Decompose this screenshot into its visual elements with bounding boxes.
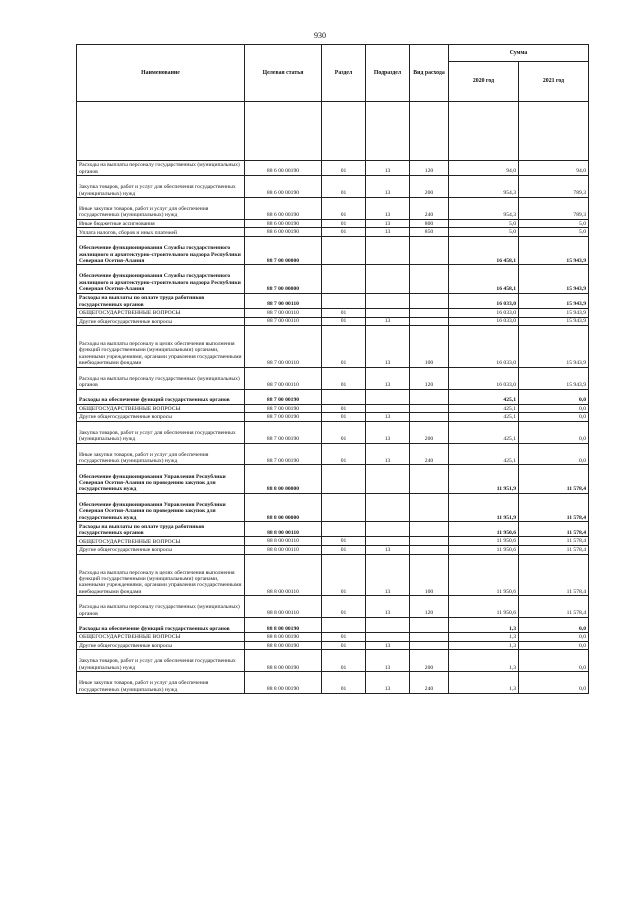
cell-sub: 13 [366,228,410,237]
cell-section: 01 [322,413,366,422]
cell-v2021: 11 578,4 [519,465,589,493]
table-row [77,197,589,219]
cell-v2021: 5,0 [519,219,589,228]
cell-name: Обеспечение функционирования Службы государственного жилищного и архитектурно-строительного надзора Республики Северная Осетия-Алания [77,236,245,264]
cell-target: 88 8 00 00110 [245,537,322,546]
cell-v2020: 1,3 [449,633,519,642]
cell-type [410,493,449,521]
cell-v2021: 5,0 [519,228,589,237]
cell-target: 88 7 00 00190 [245,404,322,413]
cell-name: Закупка товаров, работ и услуг для обеспечения государственных (муниципальных) нужд [77,650,245,672]
cell-type [410,641,449,650]
cell-name: Закупка товаров, работ и услуг для обеспечения государственных (муниципальных) нужд [77,421,245,443]
cell-target: 88 7 00 00110 [245,326,322,368]
cell-name: Расходы на выплаты персоналу государственных (муниципальных) органов [77,596,245,618]
table-row [77,650,589,672]
cell-v2021: 0,0 [519,404,589,413]
cell-v2020: 16 033,0 [449,326,519,368]
cell-v2021: 11 578,4 [519,554,589,596]
cell-v2020: 11 951,9 [449,493,519,521]
cell-sub: 13 [366,546,410,555]
cell-type [410,465,449,493]
cell-name: Расходы на выплаты по оплате труда работников государственных органов [77,293,245,308]
cell-section: 01 [322,197,366,219]
cell-sub: 13 [366,650,410,672]
cell-v2021: 94,0 [519,161,589,176]
cell-v2020: 11 950,6 [449,596,519,618]
cell-type: 850 [410,228,449,237]
cell-section: 01 [322,421,366,443]
table-row [77,265,589,293]
cell-target: 88 7 00 00110 [245,317,322,326]
cell-type: 200 [410,650,449,672]
cell-v2021: 789,3 [519,197,589,219]
cell-sub: 13 [366,176,410,198]
cell-type [410,522,449,537]
table-row [77,317,589,326]
cell-v2021: 15 943,9 [519,308,589,317]
cell-sub: 13 [366,326,410,368]
cell-type [410,537,449,546]
cell-target: 88 7 00 00000 [245,236,322,264]
cell-section: 01 [322,161,366,176]
cell-name: Расходы на выплаты персоналу государственных (муниципальных) органов [77,367,245,389]
cell-name: Расходы на выплаты по оплате труда работников государственных органов [77,522,245,537]
cell-v2021: 11 578,4 [519,493,589,521]
cell-v2020: 5,0 [449,228,519,237]
cell-sub [366,404,410,413]
cell-section: 01 [322,176,366,198]
cell-target: 88 7 00 00000 [245,265,322,293]
cell-type: 200 [410,421,449,443]
cell-section: 01 [322,404,366,413]
header-subsection: Подраздел [366,45,410,102]
cell-type: 200 [410,176,449,198]
cell-target: 88 6 00 00190 [245,176,322,198]
table-row [77,389,589,404]
cell-v2020: 16 033,0 [449,293,519,308]
cell-v2021: 15 943,9 [519,265,589,293]
cell-v2021: 0,0 [519,389,589,404]
cell-v2020: 425,1 [449,421,519,443]
cell-target: 88 7 00 00190 [245,421,322,443]
cell-section: 01 [322,641,366,650]
cell-section [322,389,366,404]
table-row [77,404,589,413]
cell-type [410,293,449,308]
cell-v2021: 11 578,4 [519,522,589,537]
cell-type [410,389,449,404]
table-body [77,161,589,694]
cell-type: 240 [410,672,449,694]
cell-sub: 13 [366,317,410,326]
cell-sub [366,236,410,264]
cell-type: 120 [410,367,449,389]
cell-v2020: 425,1 [449,389,519,404]
cell-v2020: 1,3 [449,650,519,672]
cell-section: 01 [322,554,366,596]
cell-v2021: 0,0 [519,618,589,633]
cell-target: 88 8 00 00190 [245,672,322,694]
cell-v2020: 11 950,6 [449,522,519,537]
cell-sub [366,522,410,537]
cell-target: 88 8 00 00000 [245,493,322,521]
cell-type: 240 [410,443,449,465]
cell-v2020: 425,1 [449,413,519,422]
cell-type: 100 [410,326,449,368]
cell-name: Обеспечение функционирования Управления Республики Северная Осетия-Алания по проведению закупок для государственных нужд [77,493,245,521]
cell-target: 88 8 00 00110 [245,546,322,555]
header-2020: 2020 год [449,62,519,102]
cell-sub [366,293,410,308]
cell-name: Расходы на обеспечение функций государственных органов [77,389,245,404]
table-row [77,367,589,389]
cell-v2020: 94,0 [449,161,519,176]
cell-name: Обеспечение функционирования Службы государственного жилищного и архитектурно-строительного надзора Республики Северная Осетия-Алания [77,265,245,293]
cell-v2020: 16 033,0 [449,367,519,389]
cell-sub: 13 [366,672,410,694]
cell-v2020: 425,1 [449,443,519,465]
cell-target: 88 7 00 00110 [245,293,322,308]
header-sum: Сумма [449,45,589,62]
cell-type [410,633,449,642]
cell-v2020: 954,3 [449,197,519,219]
cell-target: 88 7 00 00190 [245,443,322,465]
cell-type: 120 [410,596,449,618]
cell-type [410,546,449,555]
cell-sub [366,537,410,546]
cell-section: 01 [322,326,366,368]
table-row [77,293,589,308]
budget-table [76,44,589,694]
cell-type [410,236,449,264]
cell-name: Иные закупки товаров, работ и услуг для обеспечения государственных (муниципальных) нужд [77,197,245,219]
table-row [77,176,589,198]
cell-v2021: 0,0 [519,413,589,422]
cell-section: 01 [322,650,366,672]
cell-target: 88 8 00 00190 [245,633,322,642]
cell-type: 800 [410,219,449,228]
table-row [77,413,589,422]
header-2021: 2021 год [519,62,589,102]
cell-v2021: 0,0 [519,641,589,650]
cell-v2021: 0,0 [519,672,589,694]
cell-v2021: 15 943,9 [519,317,589,326]
cell-v2020: 16 458,1 [449,236,519,264]
cell-section: 01 [322,219,366,228]
cell-v2020: 11 950,6 [449,537,519,546]
header-target: Целевая статья [245,45,322,102]
cell-target: 88 6 00 00190 [245,197,322,219]
cell-name: Иные закупки товаров, работ и услуг для обеспечения государственных (муниципальных) нужд [77,443,245,465]
cell-section [322,236,366,264]
header-exp-type: Вид расхода [410,45,449,102]
cell-name: Расходы на обеспечение функций государственных органов [77,618,245,633]
cell-v2021: 0,0 [519,443,589,465]
table-row [77,672,589,694]
cell-v2020: 16 458,1 [449,265,519,293]
cell-name: Другие общегосударственные вопросы [77,317,245,326]
cell-sub: 13 [366,367,410,389]
cell-name: Расходы на выплаты персоналу в целях обеспечения выполнения функций государственными (муниципальными) органами, казенными учреждениями, органами управления государственными внебюджетными фондами [77,554,245,596]
cell-type [410,317,449,326]
table-row [77,537,589,546]
cell-target: 88 8 00 00110 [245,522,322,537]
cell-name: ОБЩЕГОСУДАРСТВЕННЫЕ ВОПРОСЫ [77,633,245,642]
cell-target: 88 8 00 00110 [245,554,322,596]
table-row [77,228,589,237]
cell-section: 01 [322,228,366,237]
cell-name: Другие общегосударственные вопросы [77,413,245,422]
cell-target: 88 6 00 00190 [245,219,322,228]
table-row [77,236,589,264]
cell-target: 88 7 00 00190 [245,413,322,422]
cell-v2021: 15 943,9 [519,367,589,389]
cell-v2021: 15 943,9 [519,293,589,308]
header-spacer-row [77,102,589,161]
cell-section: 01 [322,317,366,326]
table-row [77,641,589,650]
cell-sub [366,308,410,317]
cell-target: 88 8 00 00110 [245,596,322,618]
cell-type: 120 [410,161,449,176]
cell-sub: 13 [366,197,410,219]
table-row [77,465,589,493]
cell-v2020: 1,3 [449,641,519,650]
table-row [77,443,589,465]
cell-section [322,293,366,308]
cell-name: ОБЩЕГОСУДАРСТВЕННЫЕ ВОПРОСЫ [77,308,245,317]
cell-sub [366,465,410,493]
cell-section [322,493,366,521]
cell-sub: 13 [366,641,410,650]
cell-sub: 13 [366,413,410,422]
cell-section [322,618,366,633]
table-row [77,618,589,633]
cell-sub [366,265,410,293]
cell-section: 01 [322,672,366,694]
cell-target: 88 6 00 00190 [245,161,322,176]
cell-type: 100 [410,554,449,596]
cell-name: Иные закупки товаров, работ и услуг для обеспечения государственных (муниципальных) нужд [77,672,245,694]
cell-type [410,265,449,293]
table-row [77,546,589,555]
cell-v2020: 11 950,6 [449,554,519,596]
cell-v2020: 1,3 [449,618,519,633]
table-row [77,219,589,228]
cell-target: 88 7 00 00110 [245,308,322,317]
cell-target: 88 8 00 00190 [245,650,322,672]
table-row [77,161,589,176]
cell-name: ОБЩЕГОСУДАРСТВЕННЫЕ ВОПРОСЫ [77,404,245,413]
cell-v2021: 11 578,4 [519,537,589,546]
cell-target: 88 8 00 00000 [245,465,322,493]
table-row [77,596,589,618]
cell-section: 01 [322,367,366,389]
cell-v2020: 11 951,9 [449,465,519,493]
cell-sub [366,493,410,521]
page-number: 930 [314,31,326,40]
header-section: Раздел [322,45,366,102]
cell-v2020: 16 033,0 [449,308,519,317]
cell-sub: 13 [366,443,410,465]
cell-name: Закупка товаров, работ и услуг для обеспечения государственных (муниципальных) нужд [77,176,245,198]
cell-section [322,522,366,537]
cell-type [410,618,449,633]
cell-v2020: 954,3 [449,176,519,198]
cell-sub: 13 [366,421,410,443]
cell-name: Расходы на выплаты персоналу государственных (муниципальных) органов [77,161,245,176]
cell-sub [366,618,410,633]
cell-sub [366,633,410,642]
cell-v2021: 0,0 [519,633,589,642]
cell-section: 01 [322,537,366,546]
cell-v2021: 0,0 [519,421,589,443]
cell-target: 88 7 00 00190 [245,389,322,404]
cell-target: 88 7 00 00110 [245,367,322,389]
cell-section [322,265,366,293]
cell-v2020: 5,0 [449,219,519,228]
cell-sub [366,389,410,404]
cell-section: 01 [322,633,366,642]
cell-target: 88 8 00 00190 [245,618,322,633]
cell-sub: 13 [366,161,410,176]
table-row [77,493,589,521]
cell-name: ОБЩЕГОСУДАРСТВЕННЫЕ ВОПРОСЫ [77,537,245,546]
cell-type: 240 [410,197,449,219]
cell-v2020: 11 950,6 [449,546,519,555]
cell-name: Обеспечение функционирования Управления Республики Северная Осетия-Алания по проведению закупок для государственных нужд [77,465,245,493]
table-row [77,308,589,317]
cell-section: 01 [322,596,366,618]
table-row [77,633,589,642]
header-name: Наименование [77,45,245,102]
cell-v2021: 15 943,9 [519,236,589,264]
cell-v2021: 15 943,9 [519,326,589,368]
cell-v2021: 789,3 [519,176,589,198]
cell-v2020: 1,3 [449,672,519,694]
cell-name: Уплата налогов, сборов и иных платежей [77,228,245,237]
cell-section [322,465,366,493]
cell-section: 01 [322,546,366,555]
cell-v2021: 11 578,4 [519,546,589,555]
table-row [77,522,589,537]
cell-name: Иные бюджетные ассигнования [77,219,245,228]
cell-section: 01 [322,308,366,317]
cell-v2020: 16 033,0 [449,317,519,326]
cell-target: 88 6 00 00190 [245,228,322,237]
cell-sub: 13 [366,219,410,228]
table-row [77,554,589,596]
cell-v2021: 0,0 [519,650,589,672]
table-row [77,326,589,368]
cell-v2021: 11 578,4 [519,596,589,618]
cell-sub: 13 [366,554,410,596]
cell-target: 88 8 00 00190 [245,641,322,650]
cell-type [410,413,449,422]
table-row [77,421,589,443]
cell-v2020: 425,1 [449,404,519,413]
cell-name: Расходы на выплаты персоналу в целях обеспечения выполнения функций государственными (муниципальными) органами, казенными учреждениями, органами управления государственными внебюджетными фондами [77,326,245,368]
cell-name: Другие общегосударственные вопросы [77,641,245,650]
cell-name: Другие общегосударственные вопросы [77,546,245,555]
cell-section: 01 [322,443,366,465]
cell-type [410,404,449,413]
cell-sub: 13 [366,596,410,618]
cell-type [410,308,449,317]
